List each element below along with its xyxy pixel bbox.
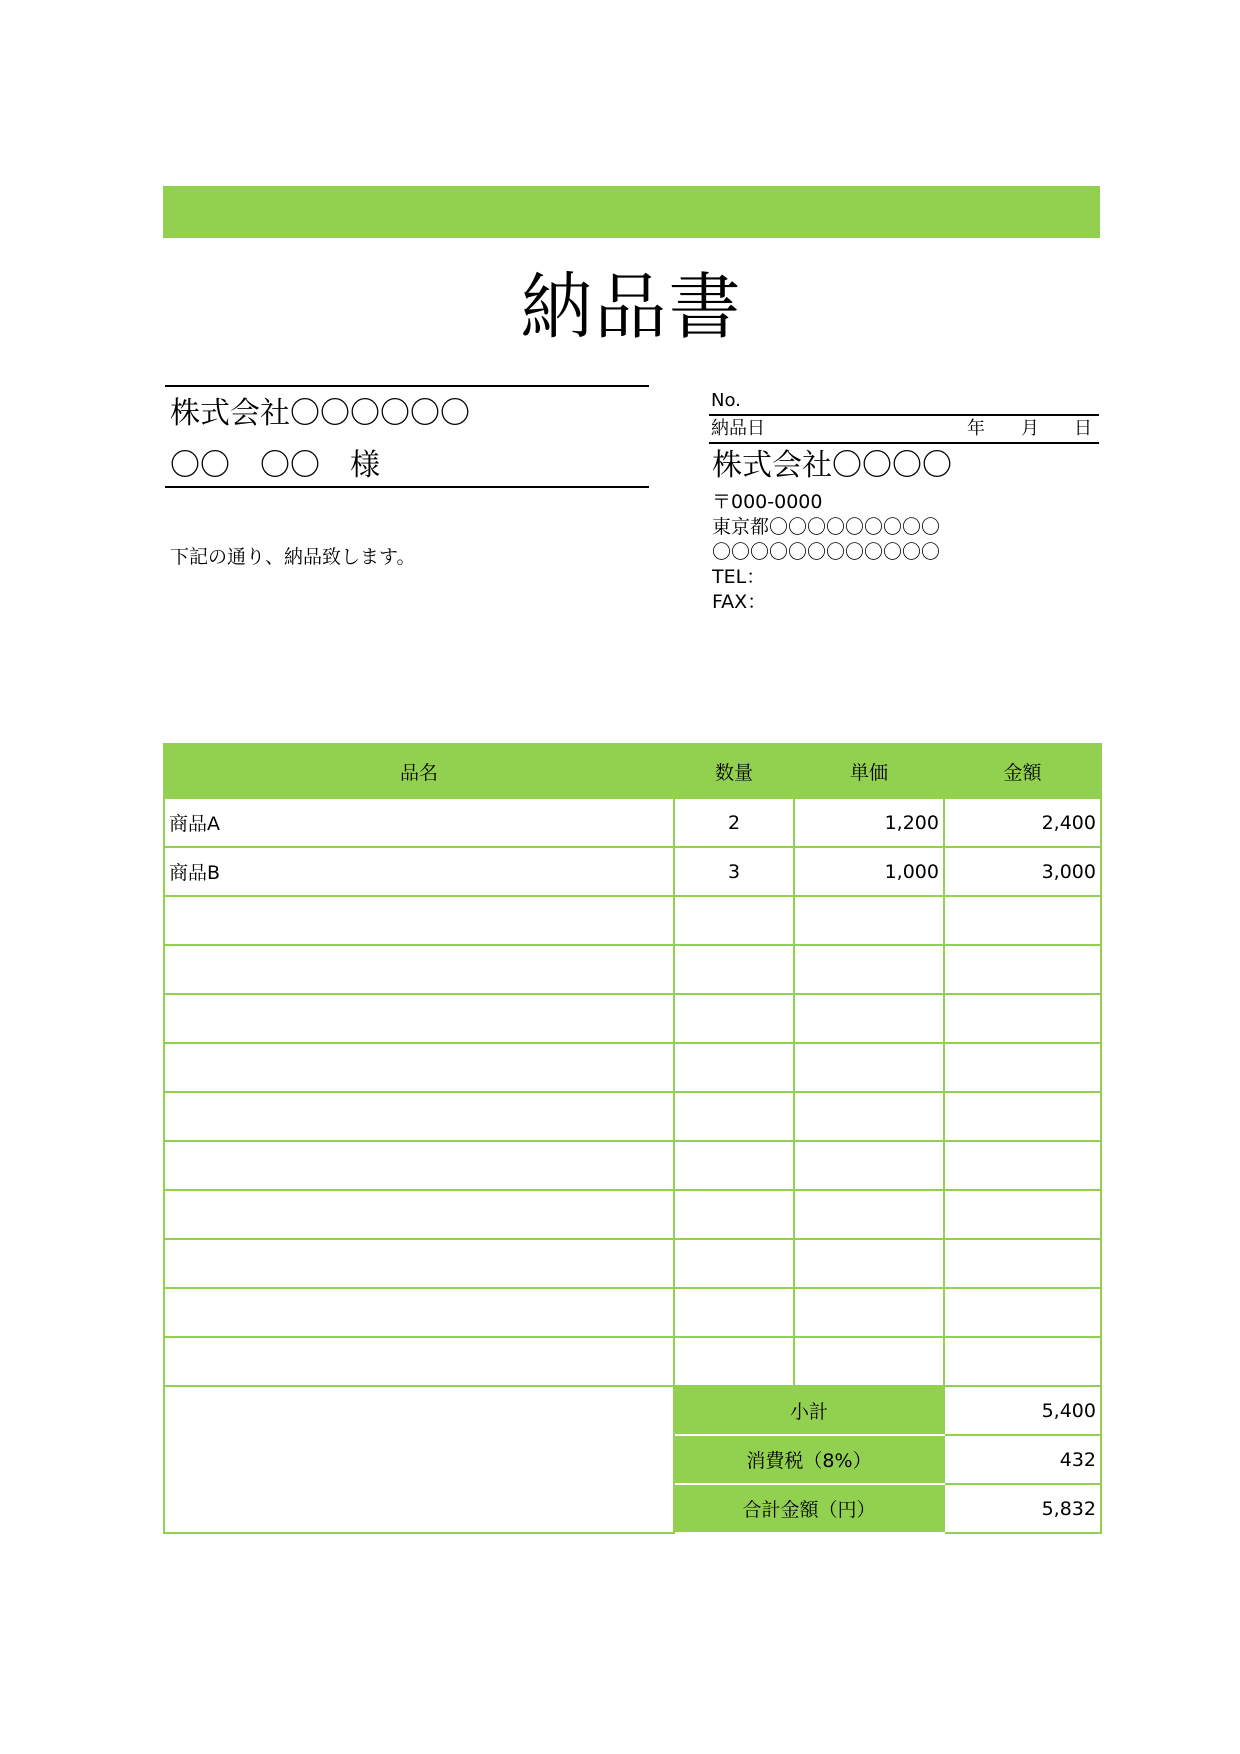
empty-cell <box>944 1288 1101 1337</box>
empty-cell <box>164 1337 674 1386</box>
empty-cell <box>674 994 794 1043</box>
document-number-label: No. <box>711 390 741 411</box>
table-row <box>164 847 1101 896</box>
empty-cell <box>674 945 794 994</box>
sender-address-line2: 〇〇〇〇〇〇〇〇〇〇〇〇 <box>712 541 941 563</box>
items-header-row <box>164 744 1101 798</box>
empty-cell <box>944 994 1101 1043</box>
sender-company: 株式会社〇〇〇〇 <box>712 448 952 483</box>
table-row-empty <box>164 1190 1101 1239</box>
empty-cell <box>164 1239 674 1288</box>
table-row <box>164 798 1101 847</box>
tax-value: 432 <box>944 1435 1101 1484</box>
empty-cell <box>794 1288 944 1337</box>
empty-cell <box>164 1190 674 1239</box>
date-day-label: 日 <box>1074 418 1092 439</box>
customer-company: 株式会社〇〇〇〇〇〇 <box>170 396 470 431</box>
total-value: 5,832 <box>944 1484 1101 1533</box>
date-month-label: 月 <box>1021 418 1039 439</box>
subtotal-label: 小計 <box>674 1386 944 1435</box>
subtotal-value: 5,400 <box>944 1386 1101 1435</box>
sender-address-line1: 東京都〇〇〇〇〇〇〇〇〇 <box>712 516 941 538</box>
empty-cell <box>674 1337 794 1386</box>
item-amount: 2,400 <box>944 798 1101 847</box>
total-label: 合計金額（円） <box>674 1484 944 1533</box>
empty-cell <box>164 1288 674 1337</box>
empty-cell <box>674 896 794 945</box>
table-row-empty <box>164 1239 1101 1288</box>
document-title: 納品書 <box>520 265 743 349</box>
empty-cell <box>164 945 674 994</box>
empty-cell <box>944 945 1101 994</box>
delivery-date-row <box>709 414 1099 444</box>
sender-fax: FAX： <box>712 591 767 613</box>
table-row-empty <box>164 945 1101 994</box>
item-name: 商品B <box>164 847 674 896</box>
customer-top-rule <box>165 385 649 387</box>
sender-postal-code: 〒000-0000 <box>712 491 823 513</box>
empty-cell <box>674 1190 794 1239</box>
intro-text: 下記の通り、納品致します。 <box>170 546 416 568</box>
empty-cell <box>944 896 1101 945</box>
empty-cell <box>794 1190 944 1239</box>
header-amount: 金額 <box>944 744 1101 798</box>
empty-cell <box>794 896 944 945</box>
item-name: 商品A <box>164 798 674 847</box>
header-quantity: 数量 <box>674 744 794 798</box>
item-unit-price: 1,000 <box>794 847 944 896</box>
customer-bottom-rule <box>165 486 649 488</box>
empty-cell <box>164 896 674 945</box>
subtotal-row <box>164 1386 1101 1435</box>
empty-cell <box>164 994 674 1043</box>
empty-cell <box>794 1239 944 1288</box>
empty-cell <box>944 1239 1101 1288</box>
header-item-name: 品名 <box>164 744 674 798</box>
customer-contact-name: 〇〇 〇〇 様 <box>170 448 380 483</box>
empty-cell <box>794 994 944 1043</box>
date-year-label: 年 <box>967 418 985 439</box>
table-row-empty <box>164 1043 1101 1092</box>
items-table <box>163 743 1102 1534</box>
header-accent-band <box>163 186 1100 238</box>
empty-cell <box>164 1141 674 1190</box>
empty-cell <box>794 1337 944 1386</box>
table-row-empty <box>164 896 1101 945</box>
remarks-area <box>164 1386 674 1533</box>
empty-cell <box>944 1141 1101 1190</box>
empty-cell <box>674 1043 794 1092</box>
tax-label: 消費税（8%） <box>674 1435 944 1484</box>
table-row-empty <box>164 1092 1101 1141</box>
empty-cell <box>674 1288 794 1337</box>
item-amount: 3,000 <box>944 847 1101 896</box>
empty-cell <box>794 1092 944 1141</box>
item-unit-price: 1,200 <box>794 798 944 847</box>
sender-tel: TEL： <box>712 566 766 588</box>
table-row-empty <box>164 994 1101 1043</box>
empty-cell <box>674 1141 794 1190</box>
empty-cell <box>794 1141 944 1190</box>
empty-cell <box>164 1043 674 1092</box>
empty-cell <box>674 1239 794 1288</box>
table-row-empty <box>164 1288 1101 1337</box>
empty-cell <box>944 1190 1101 1239</box>
header-unit-price: 単価 <box>794 744 944 798</box>
empty-cell <box>794 945 944 994</box>
empty-cell <box>944 1337 1101 1386</box>
item-quantity: 3 <box>674 847 794 896</box>
empty-cell <box>944 1043 1101 1092</box>
table-row-empty <box>164 1141 1101 1190</box>
empty-cell <box>674 1092 794 1141</box>
empty-cell <box>794 1043 944 1092</box>
empty-cell <box>164 1092 674 1141</box>
delivery-date-label: 納品日 <box>711 418 765 439</box>
item-quantity: 2 <box>674 798 794 847</box>
table-row-empty <box>164 1337 1101 1386</box>
empty-cell <box>944 1092 1101 1141</box>
